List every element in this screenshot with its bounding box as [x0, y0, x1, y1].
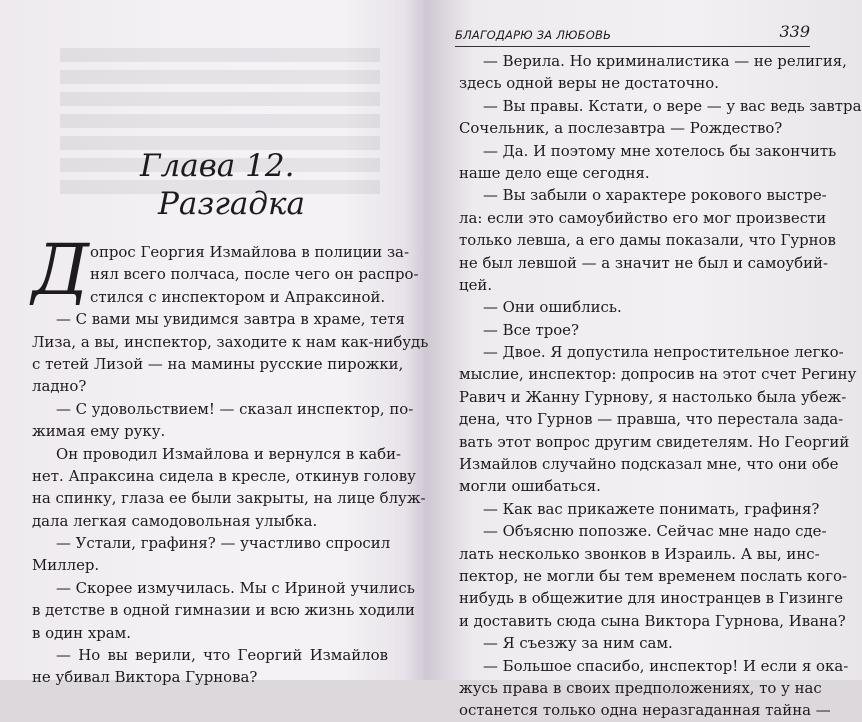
chapter-number: Глава 12.: [140, 148, 295, 184]
text-line: могли ошибаться.: [459, 477, 601, 496]
page-header: [455, 24, 810, 47]
text-line: ла: если это самоубийство его мог произвести: [459, 208, 827, 227]
chapter-title: Разгадка: [158, 186, 306, 222]
text-line: Миллер.: [32, 556, 100, 575]
text-line: цей.: [459, 275, 493, 294]
text-line: нял всего полчаса, после чего он распро-: [90, 265, 419, 284]
text-line: в один храм.: [32, 623, 131, 642]
drop-cap: Д: [32, 229, 89, 311]
text-line: в детстве в одной гимназии и всю жизнь ходили: [32, 601, 415, 620]
left-page-text: [32, 229, 429, 689]
text-line: — Объясню попозже. Сейчас мне надо сде-: [483, 522, 827, 541]
text-line: — С вами мы увидимся завтра в храме, тетя: [56, 310, 405, 329]
text-line: — Как вас прикажете понимать, графиня?: [483, 499, 820, 518]
text-line: ладно?: [32, 377, 87, 396]
text-line: — Устали, графиня? — участливо спросил: [56, 534, 391, 553]
text-line: наше дело еще сегодня.: [459, 163, 650, 182]
text-line: Равич и Жанну Гурнову, я настолько была убеж-: [459, 387, 847, 406]
text-line: с тетей Лизой — на мамины русские пирожки,: [32, 354, 404, 373]
text-line: Он проводил Измайлова и вернулся в каби-: [56, 444, 402, 463]
text-line: — Двое. Я допустила непростительное легко-: [483, 343, 844, 362]
text-line: — Вы забыли о характере рокового выстре-: [483, 186, 827, 205]
text-line: лать несколько звонков в Израиль. А вы, инс-: [459, 544, 820, 563]
text-line: — Верила. Но криминалистика — не религия,: [483, 52, 847, 70]
text-line: — Вы правы. Кстати, о вере — у вас ведь завтра: [483, 96, 862, 115]
running-title: БЛАГОДАРЮ ЗА ЛЮБОВЬ: [455, 28, 612, 42]
text-line: мыслие, инспектор: допросив на этот счет Регину: [459, 365, 857, 384]
page-number: 339: [779, 22, 810, 41]
text-line: — С удовольствием! — сказал инспектор, по-: [56, 399, 414, 418]
text-line: — Скорее измучилась. Мы с Ириной учились: [56, 578, 415, 597]
text-line: жусь права в своих предположениях, то у нас: [459, 678, 822, 697]
text-line: опрос Георгия Измайлова в полиции за-: [90, 243, 409, 261]
text-line: на спинку, глаза ее были закрыты, на лице блуж-: [32, 489, 426, 508]
text-line: Сочельник, а послезавтра — Рождество?: [459, 119, 783, 138]
text-line: Лиза, а вы, инспектор, заходите к нам как-нибудь: [32, 332, 429, 351]
right-page-text: [459, 50, 862, 722]
text-line: — Но вы верили, что Георгий Измайлов: [56, 646, 388, 665]
text-line: — Я съезжу за ним сам.: [483, 634, 673, 653]
text-line: и доставить сюда сына Виктора Гурнова, Ивана?: [459, 611, 846, 630]
text-line: жимая ему руку.: [32, 422, 166, 441]
text-line: — Да. И поэтому мне хотелось бы закончить: [483, 141, 837, 160]
text-line: нет. Апраксина сидела в кресле, откинув голову: [32, 466, 416, 485]
text-line: нибудь в общежитие для иностранцев в Гизинге: [459, 589, 844, 608]
text-line: — Они ошиблись.: [483, 298, 622, 317]
text-line: не был левшой — а значит не был и самоубий-: [459, 253, 829, 272]
text-line: дена, что Гурнов — правша, что перестала зада-: [459, 410, 844, 429]
chapter-heading: [140, 147, 305, 223]
text-line: Измайлов случайно подсказал мне, что они обе: [459, 455, 839, 474]
text-line: только левша, а его дамы показали, что Гурнов: [459, 231, 836, 250]
text-line: дала легкая самодовольная улыбка.: [32, 511, 318, 530]
text-line: — Все трое?: [483, 320, 579, 339]
text-line: — Большое спасибо, инспектор! И если я ока-: [483, 656, 849, 675]
text-line: вать этот вопрос другим свидетелям. Но Георгий: [459, 432, 850, 451]
text-line: не убивал Виктора Гурнова?: [32, 668, 258, 687]
text-line: останется только одна неразгаданная тайна —: [459, 701, 831, 720]
text-line: здесь одной веры не достаточно.: [459, 74, 720, 93]
text-line: пектор, не могли бы тем временем послать кого-: [459, 566, 847, 585]
text-line: стился с инспектором и Апраксиной.: [90, 287, 386, 306]
